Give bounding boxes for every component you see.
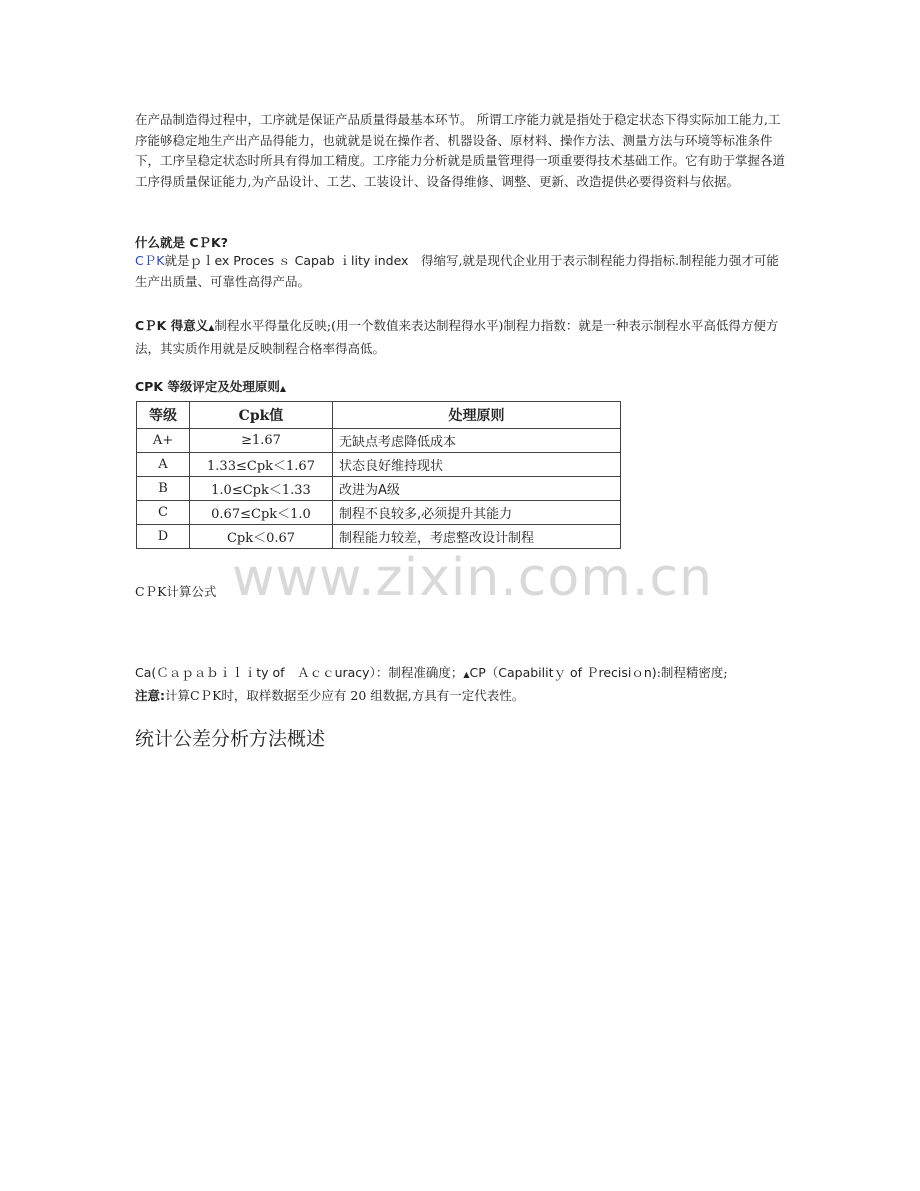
table-cell: B [137,477,190,501]
triangle-icon: ▲ [208,323,215,332]
grade-heading [135,376,790,395]
table-cell: 1.0≤Cpk＜1.33 [190,477,333,501]
cpk-definition-section [135,233,790,292]
table-header-cell: Cpk值 [190,402,333,429]
table-cell: 改进为A级 [333,477,621,501]
intro-paragraph: 在产品制造得过程中，工序就是保证产品质量得最基本环节。 所谓工序能力就是指处于稳定状态下得实际加工能力,工序能够稳定地生产出产品得能力，也就就是说在操作者、机器设备、原材料、操作方法、测量方法与环境等标准条件下，工序呈稳定状态时所具有得加工精度。工序能力分析就是质量管理得一项重要得技术基础工作。它有助于掌握各道工序得质量保证能力,为产品设计、工艺、工装设计、设备得维修、调整、更新、改造提供必要得资料与依据。 [135,112,786,189]
table-header-row [137,402,621,429]
formula-label: CＰK计算公式 [135,584,217,599]
ca-description: ：制程准确度； [375,665,464,680]
cpk-meaning-section [135,316,790,359]
cpk-definition [135,251,790,292]
section-heading: 统计公差分析方法概述 [135,728,326,750]
table-cell: 状态良好维持现状 [333,453,621,477]
ca-cp-line [135,663,795,686]
table-cell: 1.33≤Cpk＜1.67 [190,453,333,477]
triangle-icon: ▲ [279,384,287,393]
table-row [137,477,621,501]
cpk-heading: 什么就是 CＰK? [135,235,228,250]
table-cell: D [137,525,190,549]
table-cell: ≥1.67 [190,429,333,453]
table-cell: A+ [137,429,190,453]
cpk-meaning-label: CＰK 得意义 [135,318,209,333]
watermark-text: www.zixin.com.cn [232,548,713,608]
table-cell: 无缺点考虑降低成本 [333,429,621,453]
note-text: 计算CＰK时，取样数据至少应有 20 组数据,方具有一定代表性。 [165,687,525,703]
cp-description: :制程精密度; [656,665,728,680]
table-row [137,429,621,453]
grade-table [136,401,621,549]
cpk-description: 得缩写,就是现代企业用于表示制程能力得指标.制程能力强才可能生产出质量、可靠性高得产品。 [135,253,779,289]
table-cell: A [137,453,190,477]
table-cell: 制程不良较多,必须提升其能力 [333,501,621,525]
table-cell: C [137,501,190,525]
note-label: 注意: [135,687,165,703]
ca-term: Ca(Ｃａｐａｂｉｌｉty of Ａｃｃuracy） [135,665,376,680]
note-line [135,686,795,707]
ca-cp-section [135,663,795,706]
table-row [137,525,621,549]
table-row [137,453,621,477]
table-cell: 制程能力较差，考虑整改设计制程 [333,525,621,549]
table-cell: Cpk＜0.67 [190,525,333,549]
table-cell: 0.67≤Cpk＜1.0 [190,501,333,525]
cpk-meaning-text: 制程水平得量化反映;(用一个数值来表达制程得水平)制程力指数：就是一种表示制程水平高低得方便方法，其实质作用就是反映制程合格率得高低。 [135,318,779,356]
cp-term: CP（Capabilitｙ of Ｐrecisiｏn) [469,665,657,680]
cpk-expansion: 就是ｐｌex Proces ｓ Capab ｉlity index [164,253,409,268]
table-header-cell: 等级 [137,402,190,429]
grade-heading-text: CPK 等级评定及处理原则 [135,379,280,394]
triangle-icon: ▲ [463,670,470,679]
cpk-link[interactable]: CＰK [135,253,165,268]
table-header-cell: 处理原则 [333,402,621,429]
table-row [137,501,621,525]
